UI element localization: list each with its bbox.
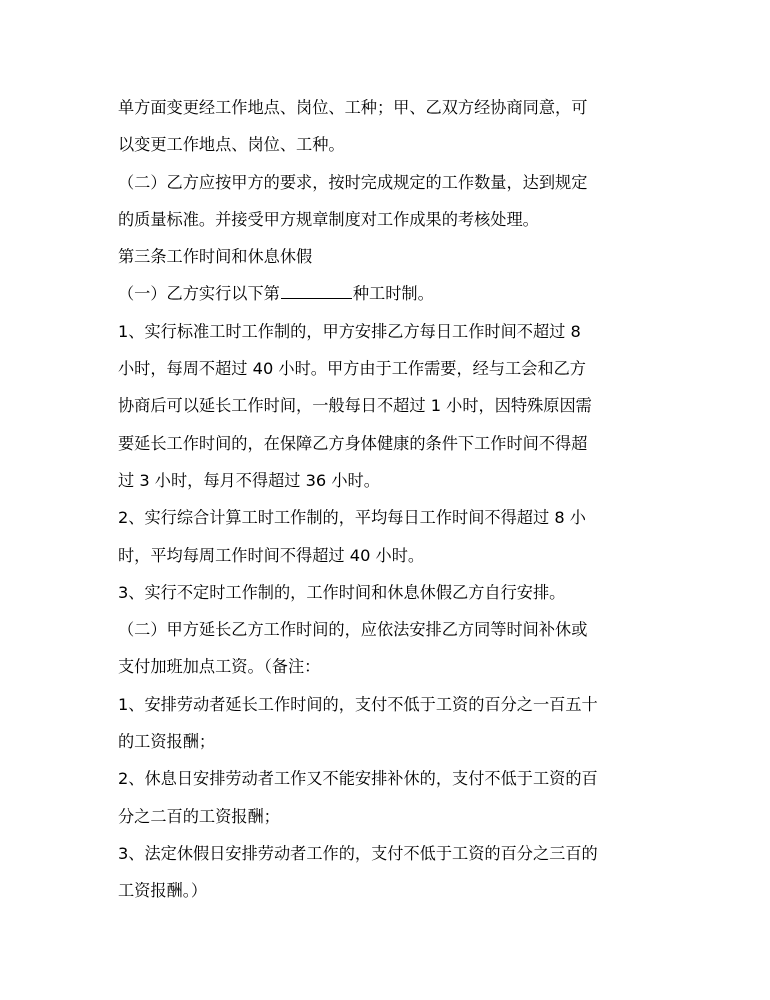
text-line: 2、实行综合计算工时工作制的，平均每日工作时间不得超过 8 小 <box>118 508 586 528</box>
text-line: 小时，每周不超过 40 小时。甲方由于工作需要，经与工会和乙方 <box>118 359 586 379</box>
text-line: 支付加班加点工资。（备注： <box>118 657 321 677</box>
text-line: 的工资报酬； <box>118 732 216 752</box>
text-line: 工资报酬。） <box>118 881 208 901</box>
text-line: （二）乙方应按甲方的要求，按时完成规定的工作数量，达到规定 <box>118 172 588 192</box>
text-line: 协商后可以延长工作时间，一般每日不超过 1 小时，因特殊原因需 <box>118 396 592 416</box>
text-line: 以变更工作地点、岗位、工种。 <box>118 135 345 155</box>
text-line: 时，平均每周工作时间不得超过 40 小时。 <box>118 545 425 565</box>
section-heading: 第三条工作时间和休息休假 <box>118 247 313 267</box>
text-line: 3、法定休假日安排劳动者工作的，支付不低于工资的百分之三百的 <box>118 843 598 863</box>
text-line: 3、实行不定时工作制的，工作时间和休息休假乙方自行安排。 <box>118 582 566 602</box>
text-line: 1、安排劳动者延长工作时间的，支付不低于工资的百分之一百五十 <box>118 694 598 714</box>
text-segment: （一）乙方实行以下第 <box>118 284 280 304</box>
text-line: 1、实行标准工时工作制的，甲方安排乙方每日工作时间不超过 8 <box>118 321 581 341</box>
text-line: 过 3 小时，每月不得超过 36 小时。 <box>118 470 380 490</box>
text-line: 的质量标准。并接受甲方规章制度对工作成果的考核处理。 <box>118 209 539 229</box>
text-line: （二）甲方延长乙方工作时间的，应依法安排乙方同等时间补休或 <box>118 620 588 640</box>
text-line: 分之二百的工资报酬； <box>118 806 280 826</box>
fill-in-blank <box>281 280 352 299</box>
text-line-with-blank <box>118 275 658 312</box>
text-line: 2、休息日安排劳动者工作又不能安排补休的，支付不低于工资的百 <box>118 769 598 789</box>
text-line: 要延长工作时间的，在保障乙方身体健康的条件下工作时间不得超 <box>118 433 588 453</box>
text-line: 单方面变更经工作地点、岗位、工种；甲、乙双方经协商同意，可 <box>118 98 588 117</box>
document-body <box>118 89 658 910</box>
text-segment: 种工时制。 <box>352 284 434 304</box>
